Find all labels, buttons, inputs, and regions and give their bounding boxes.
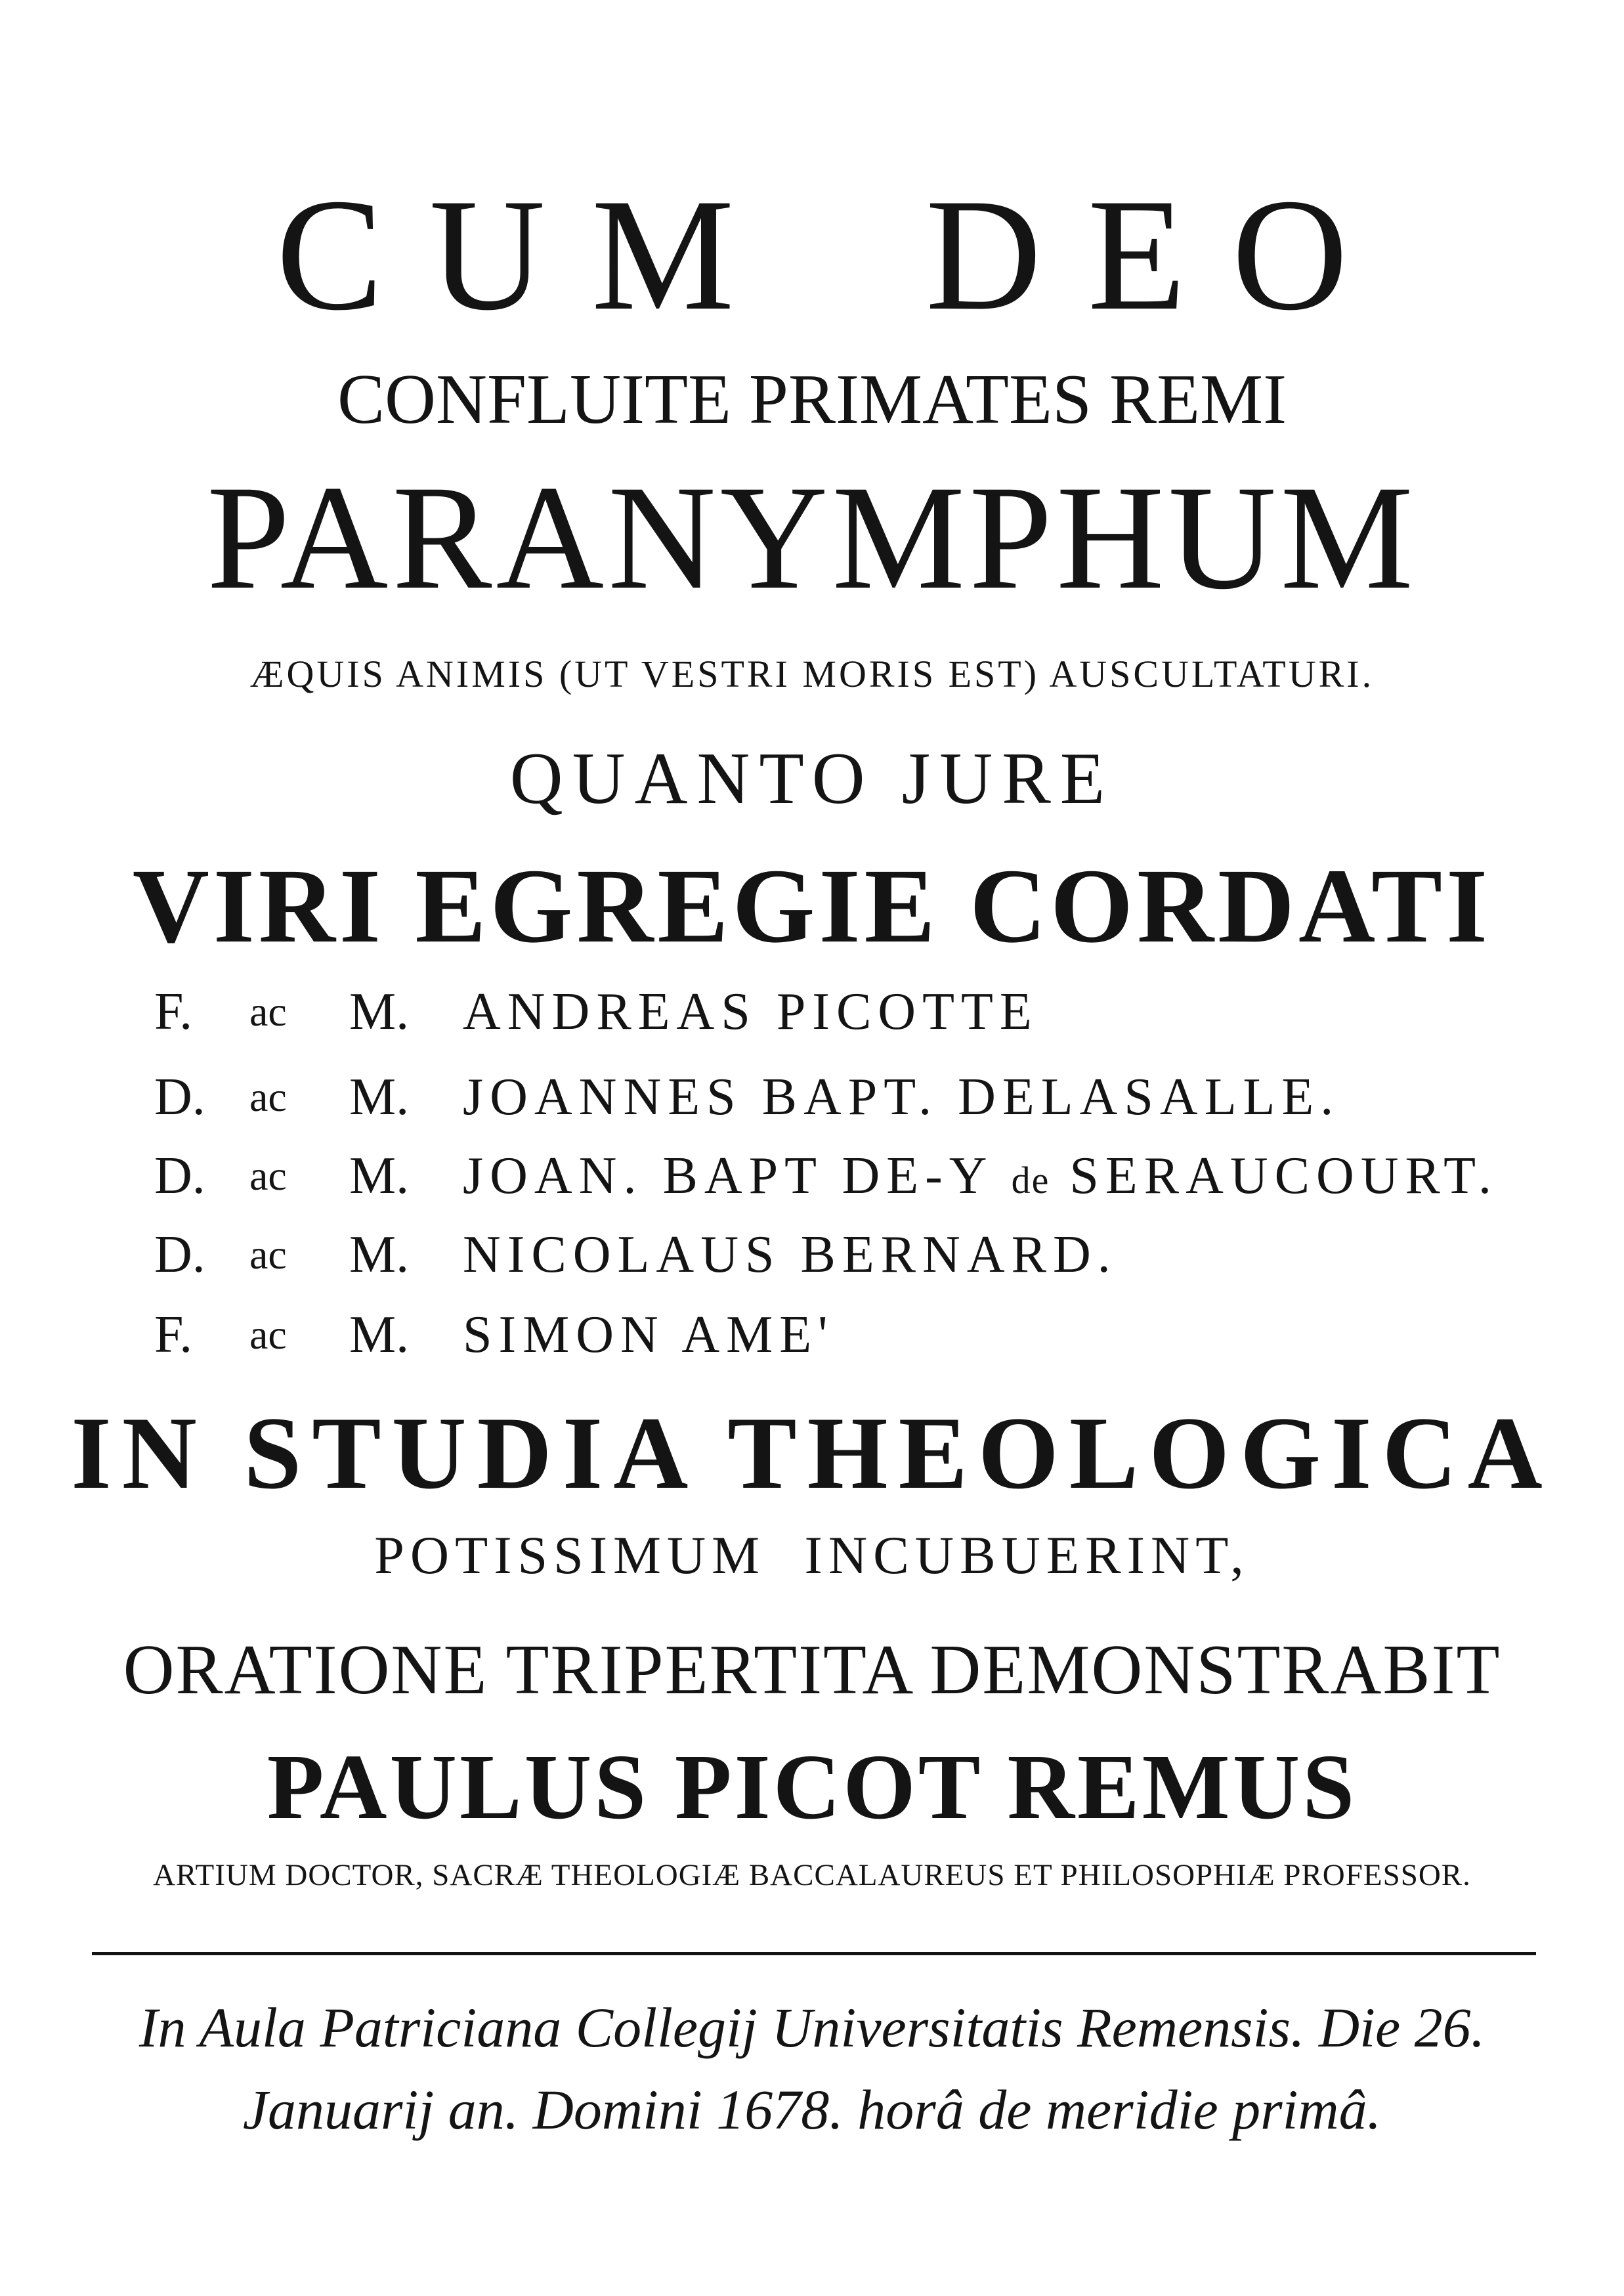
oratione-line: ORATIONE TRIPERTITA DEMONSTRABIT <box>123 1631 1501 1709</box>
place-date-line-2: Januarij an. Domini 1678. horâ de meridie primâ. <box>242 2078 1382 2141</box>
candidate-name-group <box>463 1144 1498 1212</box>
candidate-m: M. <box>349 1147 410 1205</box>
candidate-conj: ac <box>249 988 287 1035</box>
studia-heading: IN STUDIA THEOLOGICA <box>71 1396 1553 1511</box>
candidate-row <box>0 1303 1624 1366</box>
candidate-m: M. <box>349 983 410 1041</box>
candidate-m: M. <box>349 1226 410 1284</box>
candidate-name: JOAN. BAPT DE-Y <box>463 1147 992 1205</box>
orator-name: PAULUS PICOT REMUS <box>267 1735 1357 1838</box>
candidate-m: M. <box>349 1306 410 1364</box>
place-date-line-1: In Aula Patriciana Collegij Universitatis Remensis. Die 26. <box>139 1996 1485 2059</box>
candidate-name: NICOLAUS BERNARD. <box>463 1226 1117 1284</box>
candidate-name: SIMON AME' <box>463 1306 834 1364</box>
candidate-particle: de <box>1011 1159 1050 1202</box>
candidate-degree: D. <box>154 1226 205 1284</box>
viri-heading: VIRI EGREGIE CORDATI <box>132 848 1492 965</box>
quanto-line: QUANTO JURE <box>509 738 1115 819</box>
candidate-row <box>0 1066 1624 1129</box>
orator-credentials: ARTIUM DOCTOR, SACRÆ THEOLOGIÆ BACCALAUREUS ET PHILOSOPHIÆ PROFESSOR. <box>153 1858 1471 1892</box>
candidate-row <box>0 1223 1624 1286</box>
divider-rule <box>92 1952 1536 1955</box>
candidate-suffix: SERAUCOURT. <box>1069 1147 1498 1205</box>
invitation-line: CONFLUITE PRIMATES REMI <box>337 360 1287 439</box>
candidate-name: ANDREAS PICOTTE <box>463 983 1038 1041</box>
event-heading: PARANYMPHUM <box>206 455 1418 620</box>
candidate-name: JOANNES BAPT. DELASALLE. <box>463 1068 1340 1126</box>
candidate-degree: F. <box>154 983 193 1041</box>
candidate-conj: ac <box>249 1073 287 1120</box>
candidate-degree: D. <box>154 1147 205 1205</box>
poster-title: CUM DEO <box>276 165 1394 343</box>
candidate-conj: ac <box>249 1152 287 1199</box>
candidate-m: M. <box>349 1068 410 1126</box>
attitude-line: ÆQUIS ANIMIS (UT VESTRI MORIS EST) AUSCULTATURI. <box>249 653 1375 695</box>
candidate-degree: D. <box>154 1068 205 1126</box>
potissimum-line: POTISSIMUM INCUBUERINT, <box>374 1525 1250 1585</box>
candidate-conj: ac <box>249 1311 287 1358</box>
candidate-degree: F. <box>154 1306 193 1364</box>
candidate-row <box>0 980 1624 1043</box>
candidate-conj: ac <box>249 1231 287 1278</box>
candidate-row <box>0 1144 1624 1207</box>
